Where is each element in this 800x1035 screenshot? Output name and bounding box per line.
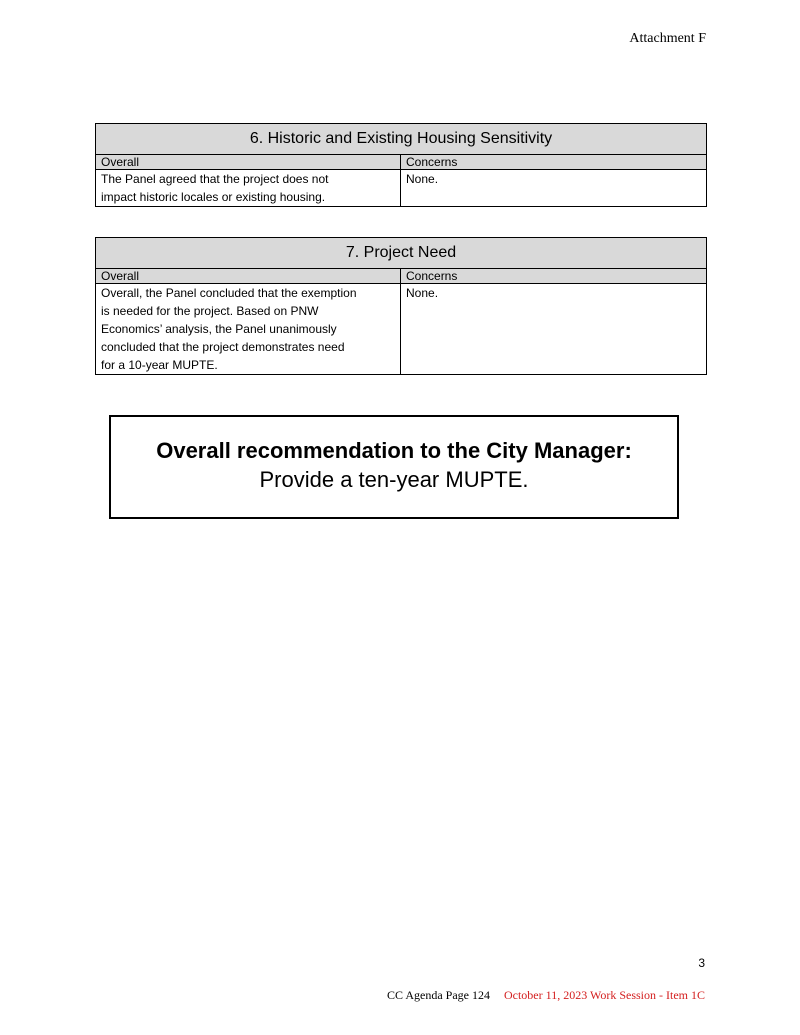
section-title: 7. Project Need <box>96 238 707 269</box>
overall-line: is needed for the project. Based on PNW <box>101 304 319 318</box>
section-title: 6. Historic and Existing Housing Sensitivity <box>96 124 707 155</box>
overall-text <box>96 284 401 375</box>
footer-agenda-page: CC Agenda Page 124 <box>386 988 490 1002</box>
recommendation-box <box>109 415 679 519</box>
concerns-text: None. <box>401 170 707 207</box>
section-table-historic-housing <box>95 123 707 207</box>
section-table-project-need <box>95 237 707 375</box>
column-header-concerns: Concerns <box>401 269 707 284</box>
page-number: 3 <box>698 956 705 970</box>
column-header-concerns: Concerns <box>401 155 707 170</box>
column-header-overall: Overall <box>96 269 401 284</box>
footer-session-item: October 11, 2023 Work Session - Item 1C <box>503 988 705 1002</box>
overall-line: for a 10-year MUPTE. <box>101 358 218 372</box>
overall-line: impact historic locales or existing housing. <box>101 190 326 204</box>
overall-text <box>96 170 401 207</box>
column-header-overall: Overall <box>96 155 401 170</box>
attachment-label: Attachment F <box>629 31 706 46</box>
recommendation-title: Overall recommendation to the City Manager: <box>156 438 632 463</box>
footer <box>387 988 705 1003</box>
overall-line: Overall, the Panel concluded that the exemption <box>101 286 357 300</box>
overall-line: Economics’ analysis, the Panel unanimously <box>101 322 337 336</box>
overall-line: concluded that the project demonstrates need <box>101 340 345 354</box>
overall-line: The Panel agreed that the project does not <box>101 172 329 186</box>
concerns-text: None. <box>401 284 707 375</box>
recommendation-body: Provide a ten-year MUPTE. <box>259 467 529 492</box>
